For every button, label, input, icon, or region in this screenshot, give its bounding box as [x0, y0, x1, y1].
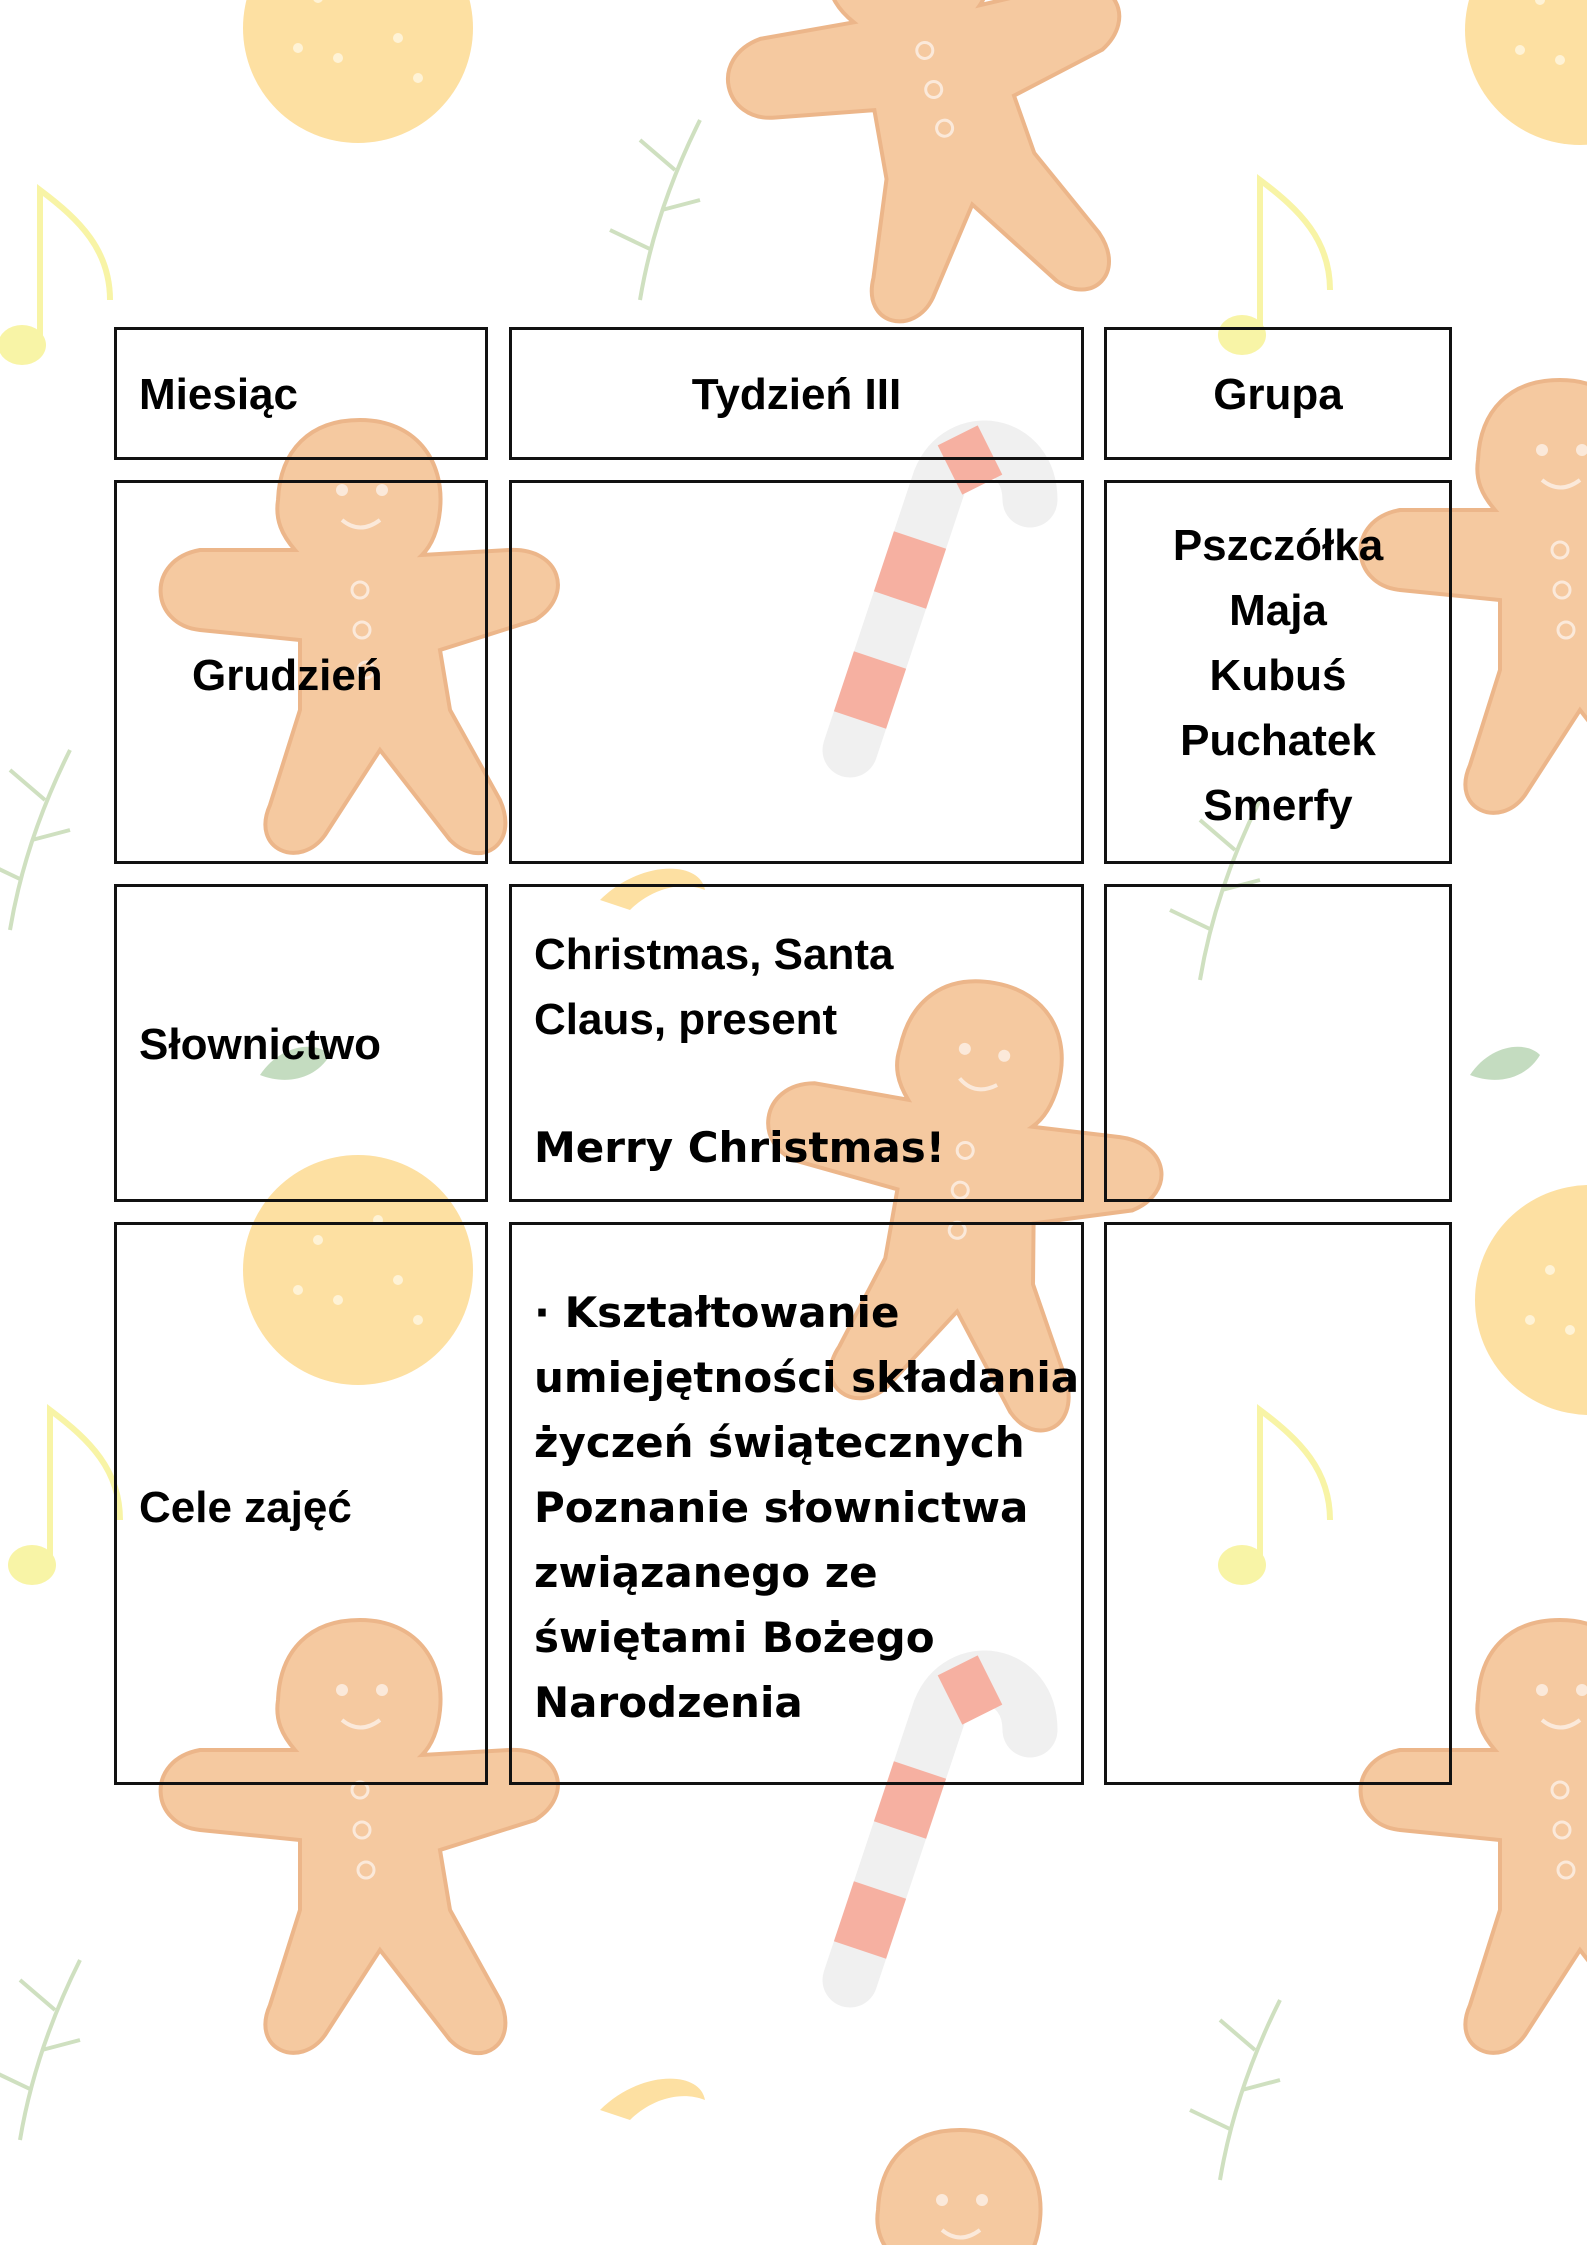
vocabulary-line-2: Claus, present — [534, 995, 838, 1044]
vocabulary-label-cell — [114, 884, 488, 1202]
goals-line-6: świętami Bożego — [534, 1613, 935, 1662]
group-line-1: Pszczółka — [1172, 521, 1384, 570]
goals-line-7: Narodzenia — [534, 1678, 803, 1727]
group-line-3: Kubuś — [1209, 651, 1347, 700]
vocabulary-label: Słownictwo — [139, 1020, 381, 1069]
header-week-label: Tydzień III — [691, 370, 902, 419]
goals-label: Cele zajęć — [139, 1483, 352, 1532]
week-cell — [509, 480, 1084, 864]
group-line-4: Puchatek — [1180, 716, 1376, 765]
month-cell — [114, 480, 488, 864]
header-group-cell — [1104, 327, 1452, 460]
vocabulary-content-cell — [509, 884, 1084, 1202]
header-month-cell — [114, 327, 488, 460]
goals-content-cell — [509, 1222, 1084, 1785]
goals-line-1: · Kształtowanie — [534, 1288, 900, 1337]
vocabulary-line-3: Merry Christmas! — [534, 1123, 945, 1172]
vocabulary-line-1: Christmas, Santa — [534, 930, 894, 979]
goals-line-3: życzeń świątecznych — [534, 1418, 1025, 1467]
group-line-5: Smerfy — [1203, 781, 1353, 830]
goals-label-cell — [114, 1222, 488, 1785]
header-week-cell — [509, 327, 1084, 460]
header-group-label: Grupa — [1213, 370, 1343, 419]
month-value: Grudzień — [192, 651, 383, 700]
header-month-label: Miesiąc — [139, 370, 298, 419]
goals-group-cell — [1104, 1222, 1452, 1785]
group-cell — [1104, 480, 1452, 864]
goals-line-5: związanego ze — [534, 1548, 878, 1597]
goals-line-4: Poznanie słownictwa — [534, 1483, 1029, 1532]
group-line-2: Maja — [1229, 586, 1327, 635]
vocabulary-group-cell — [1104, 884, 1452, 1202]
goals-line-2: umiejętności składania — [534, 1353, 1080, 1402]
